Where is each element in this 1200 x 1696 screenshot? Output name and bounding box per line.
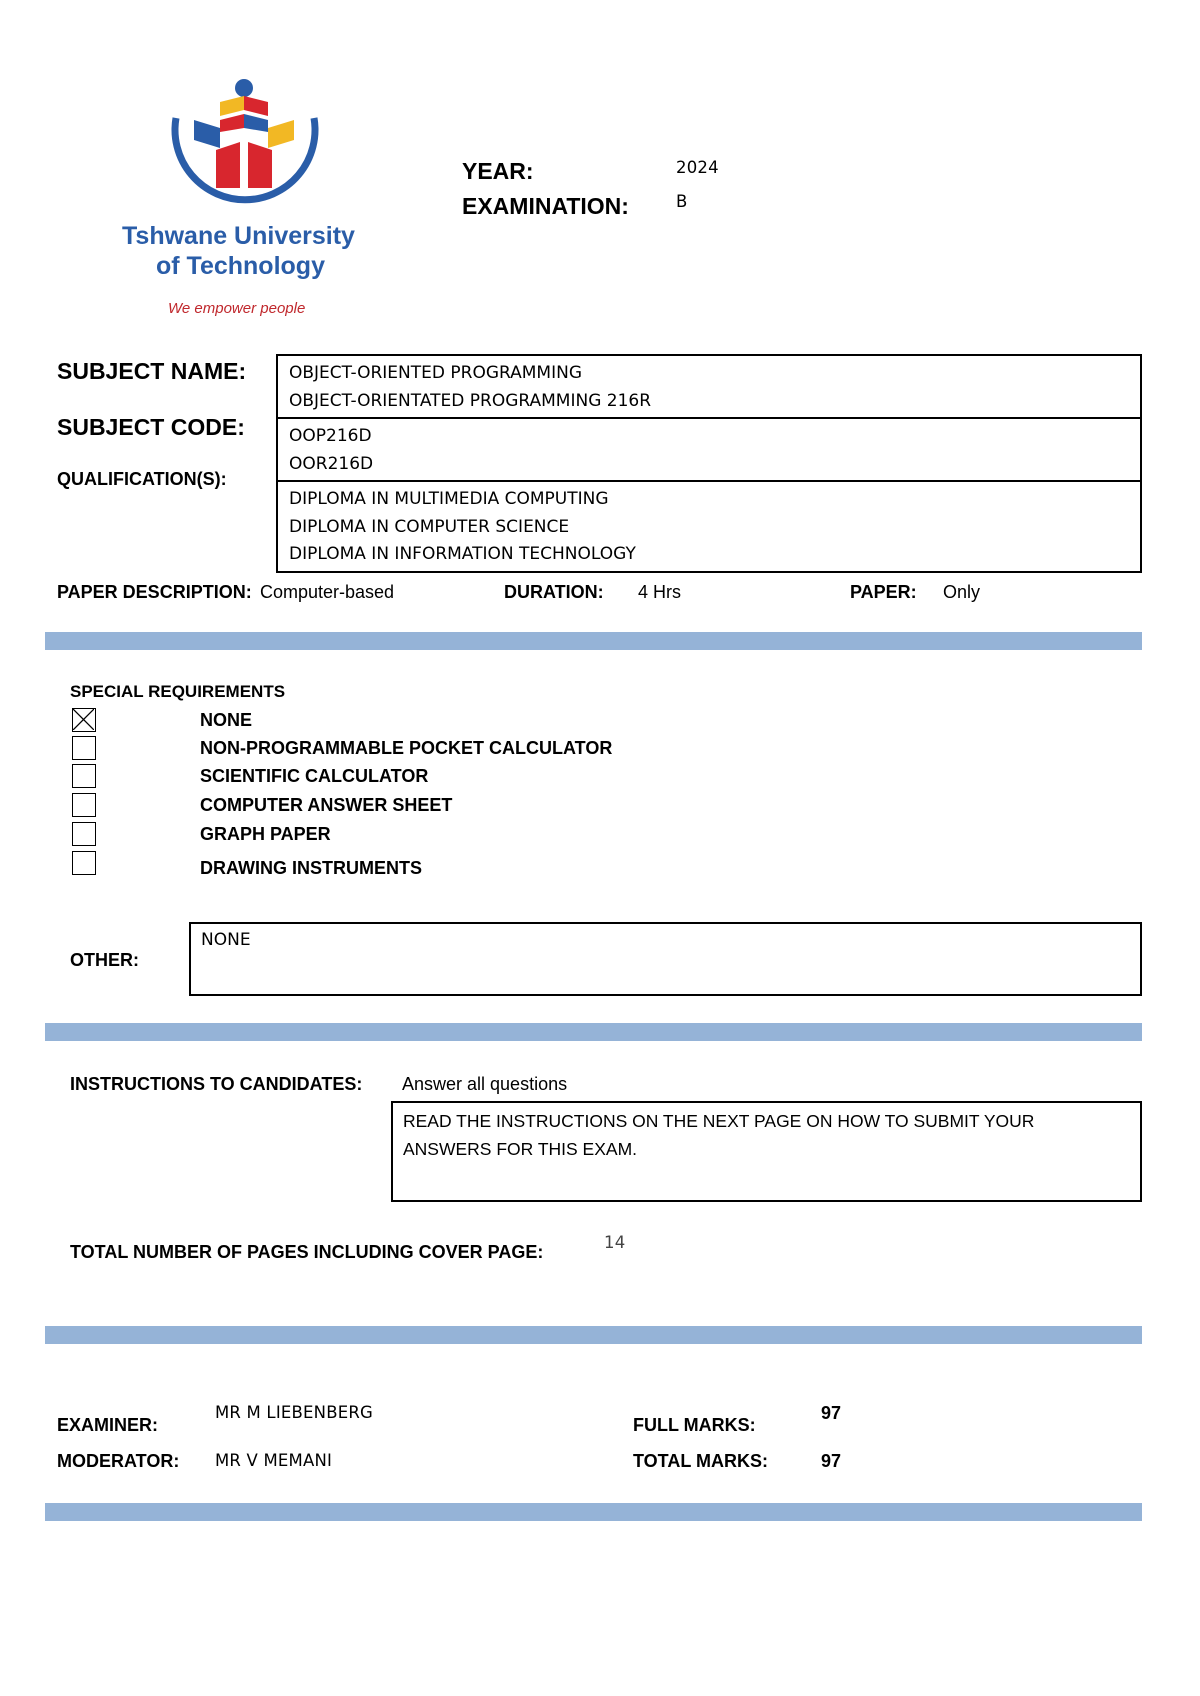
divider-band-4 xyxy=(45,1503,1142,1521)
duration-label: DURATION: xyxy=(504,582,604,602)
examination-value: B xyxy=(676,192,688,211)
subject-code-label: SUBJECT CODE: xyxy=(57,414,245,440)
subject-codes-cell xyxy=(278,419,1140,482)
paper-description-label: PAPER DESCRIPTION: xyxy=(57,582,252,602)
total-pages-label: TOTAL NUMBER OF PAGES INCLUDING COVER PAGE: xyxy=(70,1242,544,1262)
examiner-label: EXAMINER: xyxy=(57,1415,159,1435)
qualification-2: DIPLOMA IN COMPUTER SCIENCE xyxy=(289,516,570,537)
checkbox-none[interactable] xyxy=(72,708,96,732)
examiner-value: MR M LIEBENBERG xyxy=(215,1403,373,1422)
other-value: NONE xyxy=(201,930,251,950)
university-logo xyxy=(120,76,370,326)
logo-tagline: We empower people xyxy=(168,300,306,317)
logo-name-line1: Tshwane University xyxy=(122,222,355,250)
subject-name-label: SUBJECT NAME: xyxy=(57,358,247,384)
qualification-1: DIPLOMA IN MULTIMEDIA COMPUTING xyxy=(289,489,609,509)
subject-name-1: OBJECT-ORIENTED PROGRAMMING xyxy=(289,363,582,383)
divider-band-2 xyxy=(45,1023,1142,1041)
total-marks-value: 97 xyxy=(821,1451,842,1471)
qualifications-label: QUALIFICATION(S): xyxy=(57,469,227,489)
checkbox-graph-paper[interactable] xyxy=(72,822,96,846)
paper-label: PAPER: xyxy=(850,582,917,602)
total-pages-value: 14 xyxy=(604,1233,626,1252)
subject-table xyxy=(276,354,1142,573)
instructions-box-text: READ THE INSTRUCTIONS ON THE NEXT PAGE ON HOW TO SUBMIT YOUR ANSWERS FOR THIS EXAM. xyxy=(403,1111,1035,1159)
checkbox-computer-answer-sheet[interactable] xyxy=(72,793,96,817)
checkbox-non-programmable-calculator[interactable] xyxy=(72,736,96,760)
instructions-value: Answer all questions xyxy=(402,1074,568,1094)
requirement-label-none: NONE xyxy=(200,710,253,730)
other-label: OTHER: xyxy=(70,950,139,970)
instructions-label: INSTRUCTIONS TO CANDIDATES: xyxy=(70,1074,363,1094)
qualification-3: DIPLOMA IN INFORMATION TECHNOLOGY xyxy=(289,544,636,564)
logo-name-line2: of Technology xyxy=(156,252,325,280)
divider-band-1 xyxy=(45,632,1142,650)
full-marks-label: FULL MARKS: xyxy=(633,1415,756,1435)
moderator-label: MODERATOR: xyxy=(57,1451,180,1471)
requirement-label-non-programmable-calculator: NON-PROGRAMMABLE POCKET CALCULATOR xyxy=(200,738,613,758)
full-marks-value: 97 xyxy=(821,1403,842,1423)
subject-code-2: OOR216D xyxy=(289,453,374,474)
paper-description-value: Computer-based xyxy=(260,582,395,602)
requirement-label-scientific-calculator: SCIENTIFIC CALCULATOR xyxy=(200,766,429,786)
examination-label: EXAMINATION: xyxy=(462,193,629,219)
special-requirements-title: SPECIAL REQUIREMENTS xyxy=(70,682,286,701)
year-value: 2024 xyxy=(676,158,719,177)
subject-names-cell xyxy=(278,356,1140,419)
other-box xyxy=(189,922,1142,996)
paper-value: Only xyxy=(943,582,981,602)
requirement-label-computer-answer-sheet: COMPUTER ANSWER SHEET xyxy=(200,795,453,815)
year-label: YEAR: xyxy=(462,158,534,184)
instructions-box xyxy=(391,1101,1142,1202)
requirement-label-graph-paper: GRAPH PAPER xyxy=(200,824,331,844)
logo-emblem xyxy=(120,76,370,216)
checkbox-scientific-calculator[interactable] xyxy=(72,764,96,788)
moderator-value: MR V MEMANI xyxy=(215,1451,333,1470)
total-marks-label: TOTAL MARKS: xyxy=(633,1451,768,1471)
qualifications-cell xyxy=(278,482,1140,571)
subject-name-2: OBJECT-ORIENTATED PROGRAMMING 216R xyxy=(289,390,652,411)
divider-band-3 xyxy=(45,1326,1142,1344)
checkbox-drawing-instruments[interactable] xyxy=(72,851,96,875)
duration-value: 4 Hrs xyxy=(638,582,682,602)
subject-code-1: OOP216D xyxy=(289,426,372,446)
checkbox-x-mark xyxy=(73,709,94,730)
requirement-label-drawing-instruments: DRAWING INSTRUMENTS xyxy=(200,858,422,878)
